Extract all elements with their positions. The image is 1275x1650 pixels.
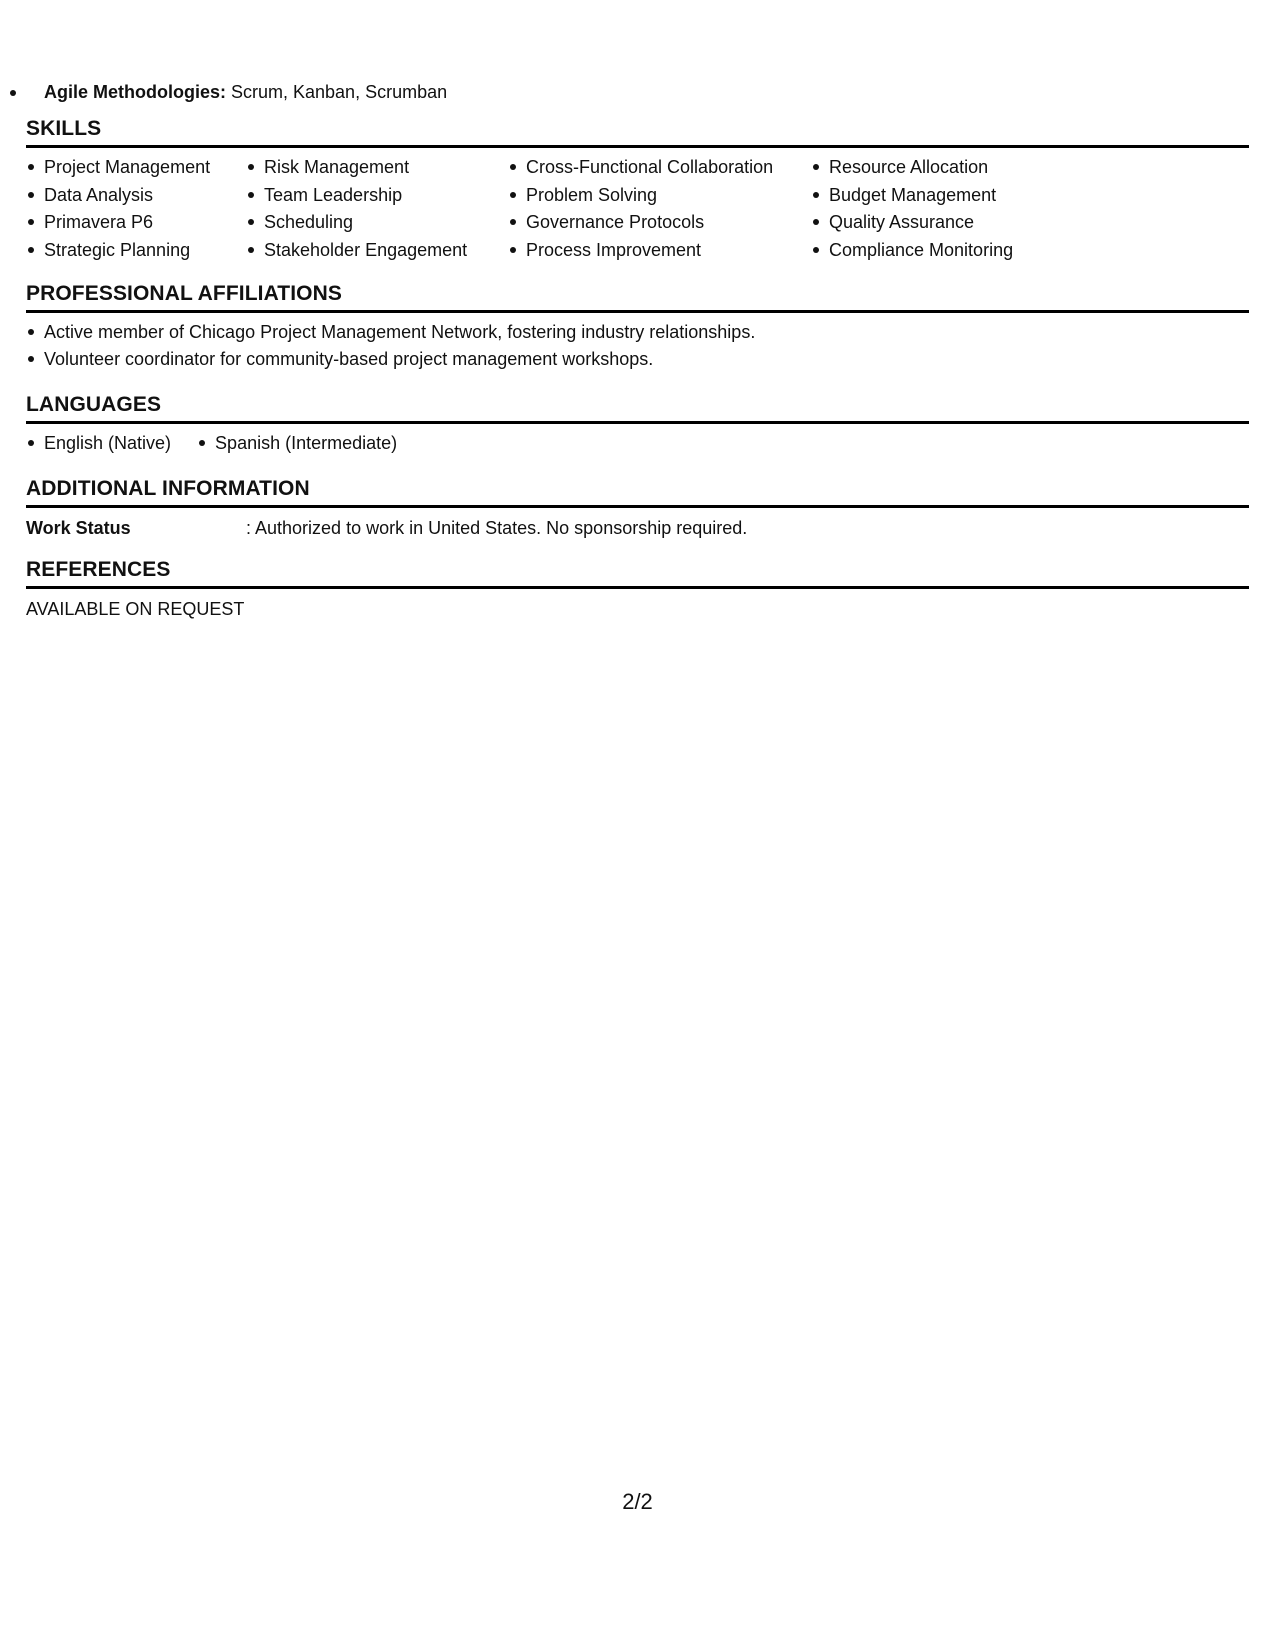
agile-methodologies-label: Agile Methodologies:	[44, 82, 226, 102]
languages-list	[26, 430, 1249, 457]
languages-section	[26, 392, 1249, 457]
skills-section	[26, 116, 1249, 264]
page-number: 2/2	[622, 1489, 653, 1514]
skill-item: Strategic Planning	[44, 237, 246, 265]
skill-item: Budget Management	[829, 182, 1089, 210]
work-status-row	[26, 515, 1249, 541]
skills-column-2	[246, 154, 508, 264]
affiliation-item: Active member of Chicago Project Management Network, fostering industry relationships.	[44, 319, 1249, 346]
skill-item: Risk Management	[264, 154, 508, 182]
skills-heading: SKILLS	[26, 116, 1249, 148]
language-item: Spanish (Intermediate)	[215, 430, 397, 457]
skills-grid	[26, 154, 1249, 264]
skill-item: Scheduling	[264, 209, 508, 237]
affiliations-section	[26, 281, 1249, 373]
skill-item: Process Improvement	[526, 237, 811, 265]
work-status-value: : Authorized to work in United States. No sponsorship required.	[246, 518, 748, 538]
skill-item: Quality Assurance	[829, 209, 1089, 237]
references-text: AVAILABLE ON REQUEST	[26, 599, 245, 619]
skill-item: Compliance Monitoring	[829, 237, 1089, 265]
additional-information-section	[26, 476, 1249, 541]
skill-item: Resource Allocation	[829, 154, 1089, 182]
references-heading: REFERENCES	[26, 557, 1249, 589]
skills-column-1	[26, 154, 246, 264]
agile-methodologies-value: Scrum, Kanban, Scrumban	[226, 82, 448, 102]
skill-item: Primavera P6	[44, 209, 246, 237]
resume-page	[26, 0, 1249, 619]
affiliation-item: Volunteer coordinator for community-based project management workshops.	[44, 346, 1249, 373]
skills-column-3	[508, 154, 811, 264]
skill-item: Governance Protocols	[526, 209, 811, 237]
skill-item: Project Management	[44, 154, 246, 182]
skill-item: Team Leadership	[264, 182, 508, 210]
affiliations-list	[26, 319, 1249, 373]
agile-methodologies-item	[26, 80, 1249, 104]
affiliations-heading: PROFESSIONAL AFFILIATIONS	[26, 281, 1249, 313]
language-item: English (Native)	[44, 430, 171, 457]
skill-item: Problem Solving	[526, 182, 811, 210]
references-section	[26, 557, 1249, 622]
work-status-label: Work Status	[26, 518, 131, 538]
languages-heading: LANGUAGES	[26, 392, 1249, 424]
skill-item: Stakeholder Engagement	[264, 237, 508, 265]
skill-item: Cross-Functional Collaboration	[526, 154, 811, 182]
additional-information-heading: ADDITIONAL INFORMATION	[26, 476, 1249, 508]
skills-column-4	[811, 154, 1089, 264]
skill-item: Data Analysis	[44, 182, 246, 210]
